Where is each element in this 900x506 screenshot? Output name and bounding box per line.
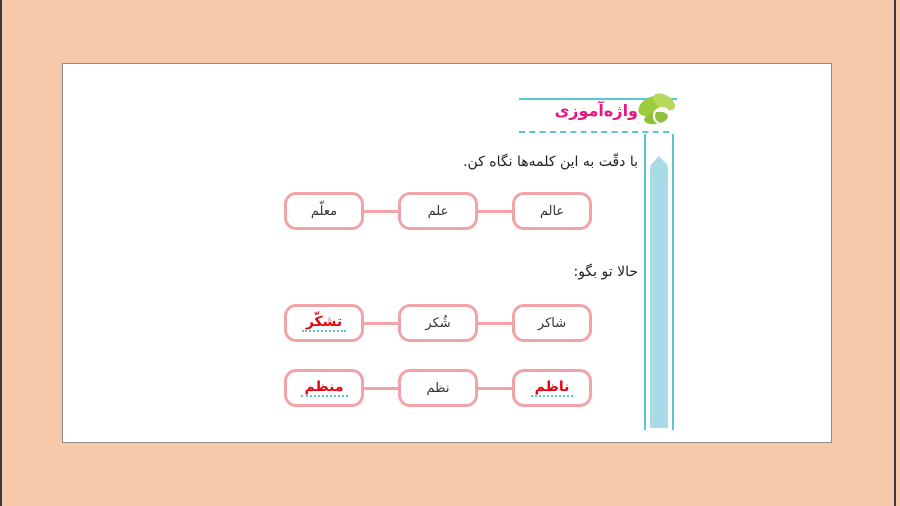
word-text: عالم bbox=[539, 203, 565, 219]
answer-text: تشکّر bbox=[302, 314, 346, 332]
answer-text: ناظم bbox=[531, 379, 574, 397]
pencil-bar bbox=[650, 160, 668, 428]
word-box bbox=[512, 192, 592, 230]
instruction-now-say: حالا تو بگو: bbox=[573, 264, 638, 280]
leaf-icon bbox=[634, 86, 682, 134]
word-text: شُکر bbox=[425, 315, 451, 331]
instruction-look: با دقّت به این کلمه‌ها نگاه کن. bbox=[463, 154, 638, 170]
word-box bbox=[284, 192, 364, 230]
left-frame-border bbox=[0, 0, 2, 506]
word-box bbox=[398, 369, 478, 407]
connector bbox=[476, 322, 512, 325]
word-text: نظم bbox=[426, 380, 450, 396]
answer-box bbox=[512, 369, 592, 407]
answer-box bbox=[284, 304, 364, 342]
section-title: واژه‌آموزی bbox=[554, 101, 638, 120]
connector bbox=[364, 210, 398, 213]
word-box bbox=[398, 304, 478, 342]
connector bbox=[476, 387, 512, 390]
answer-text: منظم bbox=[301, 379, 348, 397]
right-frame-border bbox=[894, 0, 896, 506]
answer-box bbox=[284, 369, 364, 407]
connector bbox=[364, 322, 398, 325]
word-text: علم bbox=[427, 203, 449, 219]
word-text: شاکر bbox=[537, 315, 567, 331]
word-text: معلّم bbox=[310, 203, 338, 219]
word-box bbox=[398, 192, 478, 230]
connector bbox=[364, 387, 398, 390]
connector bbox=[476, 210, 512, 213]
word-box bbox=[512, 304, 592, 342]
